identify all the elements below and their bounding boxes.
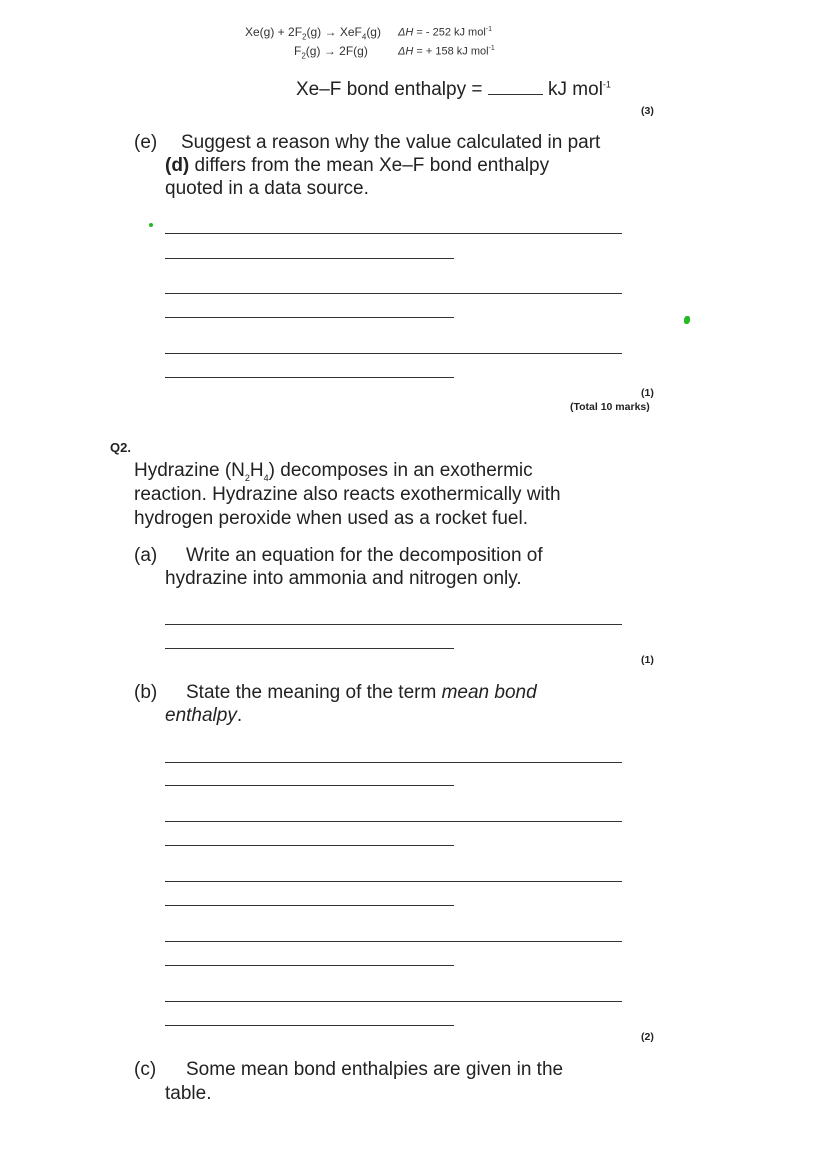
equation-fluorine-dissociation: $F_2(g) \to 2F(g)$ — [294, 44, 368, 61]
enthalpy-change-2: ΔH = + 158 kJ mol$^{-1}$ — [398, 45, 495, 58]
answer-line[interactable] — [165, 1001, 622, 1002]
part-e-line-2: (d) differs from the mean Xe–F bond enthalpy — [165, 155, 550, 176]
answer-line[interactable] — [165, 624, 622, 625]
answer-line[interactable] — [165, 648, 454, 649]
answer-line[interactable] — [165, 1025, 454, 1026]
part-e-line-3: quoted in a data source. — [165, 178, 369, 199]
bond-enthalpy-unit: kJ mol — [548, 79, 603, 100]
answer-line[interactable] — [165, 258, 454, 259]
answer-line[interactable] — [165, 881, 622, 882]
part-b-letter: (b) — [134, 682, 158, 703]
annotation-dot — [149, 223, 153, 227]
bond-enthalpy-answer: Xe–F bond enthalpy = kJ mol$^{-1}$ — [296, 79, 611, 100]
part-e-letter: (e) — [134, 132, 158, 153]
marks-part-d: (3) — [641, 105, 654, 117]
answer-line[interactable] — [165, 353, 622, 354]
question-number: Q2. — [110, 440, 131, 455]
answer-line[interactable] — [165, 965, 454, 966]
annotation-mark — [684, 316, 690, 324]
q2-intro-line-1: Hydrazine $(N_2H_4)$ decomposes in an exothermic — [134, 460, 533, 483]
part-b-line-1: State the meaning of the term mean bond — [186, 682, 537, 703]
q2-intro-line-3: hydrogen peroxide when used as a rocket fuel. — [134, 508, 528, 529]
part-b-line-2: enthalpy. — [165, 705, 243, 726]
total-marks: (Total 10 marks) — [570, 401, 650, 413]
marks-part-e: (1) — [641, 387, 654, 399]
marks-part-a: (1) — [641, 654, 654, 666]
answer-line[interactable] — [165, 317, 454, 318]
marks-part-b: (2) — [641, 1031, 654, 1043]
answer-line[interactable] — [165, 821, 622, 822]
answer-line[interactable] — [165, 293, 622, 294]
part-c-line-1: Some mean bond enthalpies are given in the — [186, 1059, 564, 1080]
part-c-line-2: table. — [165, 1083, 212, 1104]
answer-line[interactable] — [165, 845, 454, 846]
part-a-line-2: hydrazine into ammonia and nitrogen only. — [165, 568, 522, 589]
part-e-line-1: Suggest a reason why the value calculated in part — [181, 132, 601, 153]
answer-line[interactable] — [165, 233, 622, 234]
answer-line[interactable] — [165, 785, 454, 786]
answer-line[interactable] — [165, 377, 454, 378]
answer-line[interactable] — [165, 905, 454, 906]
part-a-letter: (a) — [134, 545, 158, 566]
bond-enthalpy-label: Xe–F bond enthalpy = — [296, 79, 483, 100]
answer-line[interactable] — [165, 762, 622, 763]
bond-enthalpy-blank[interactable] — [488, 77, 543, 95]
answer-line[interactable] — [165, 941, 622, 942]
part-c-letter: (c) — [134, 1059, 157, 1080]
q2-intro-line-2: reaction. Hydrazine also reacts exothermically with — [134, 484, 561, 505]
part-a-line-1: Write an equation for the decomposition of — [186, 545, 543, 566]
equation-xef4-formation: $Xe(g) + 2F_2(g) \to XeF_4(g)$ — [245, 25, 381, 42]
enthalpy-change-1: ΔH = - 252 kJ mol$^{-1}$ — [398, 26, 493, 39]
